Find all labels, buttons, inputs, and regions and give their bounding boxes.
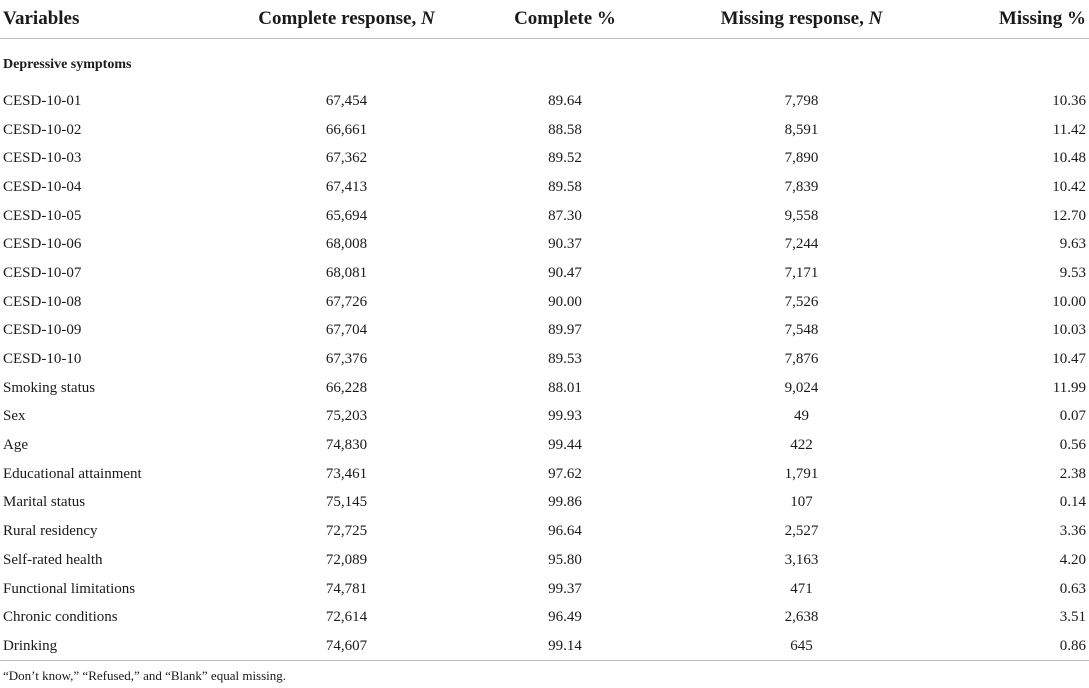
cell-missing-pct: 9.63 bbox=[1059, 236, 1086, 253]
cell-complete-n: 66,661 bbox=[325, 121, 368, 138]
cell-missing-pct: 11.99 bbox=[1052, 379, 1086, 396]
cell-complete-n: 66,228 bbox=[325, 379, 368, 396]
cell-complete-n: 67,376 bbox=[325, 351, 368, 368]
section-row bbox=[0, 39, 1089, 88]
cell-complete-n: 65,694 bbox=[325, 207, 368, 224]
cell-variable: Functional limitations bbox=[3, 580, 136, 597]
cell-missing-pct: 0.56 bbox=[1059, 437, 1086, 454]
cell-missing-n: 9,024 bbox=[784, 379, 819, 396]
table-row bbox=[0, 575, 1089, 604]
cell-missing-pct: 2.38 bbox=[1059, 465, 1086, 482]
header-complete-n-symbol: N bbox=[420, 8, 435, 29]
cell-missing-n: 1,791 bbox=[784, 465, 819, 482]
cell-missing-pct: 10.00 bbox=[1052, 293, 1086, 310]
cell-complete-n: 68,081 bbox=[325, 264, 368, 281]
cell-variable: Self-rated health bbox=[3, 551, 103, 568]
cell-variable: CESD-10-02 bbox=[3, 121, 82, 138]
cell-complete-n: 74,607 bbox=[325, 637, 368, 654]
table-row bbox=[0, 144, 1089, 173]
cell-missing-n: 7,244 bbox=[784, 236, 819, 253]
header-missing-n bbox=[667, 0, 936, 39]
table-row bbox=[0, 403, 1089, 432]
cell-missing-pct: 10.36 bbox=[1052, 92, 1086, 109]
cell-complete-pct: 90.47 bbox=[548, 264, 582, 281]
cell-missing-pct: 10.03 bbox=[1052, 322, 1086, 339]
cell-complete-n: 67,413 bbox=[325, 178, 368, 195]
cell-missing-pct: 0.14 bbox=[1059, 494, 1086, 511]
cell-complete-n: 75,145 bbox=[325, 494, 368, 511]
table-row bbox=[0, 317, 1089, 346]
table-row bbox=[0, 517, 1089, 546]
cell-missing-pct: 10.48 bbox=[1052, 150, 1086, 167]
table-row bbox=[0, 345, 1089, 374]
cell-variable: CESD-10-05 bbox=[3, 207, 82, 224]
cell-missing-pct: 0.63 bbox=[1059, 580, 1086, 597]
cell-complete-pct: 89.53 bbox=[548, 351, 582, 368]
cell-missing-pct: 9.53 bbox=[1059, 264, 1086, 281]
cell-missing-n: 107 bbox=[790, 494, 813, 511]
cell-complete-pct: 95.80 bbox=[548, 551, 582, 568]
cell-complete-pct: 89.64 bbox=[548, 92, 582, 109]
cell-variable: CESD-10-09 bbox=[3, 322, 82, 339]
cell-complete-n: 72,614 bbox=[325, 609, 368, 626]
cell-complete-pct: 87.30 bbox=[548, 207, 582, 224]
table-header bbox=[0, 0, 1089, 39]
cell-complete-n: 75,203 bbox=[325, 408, 368, 425]
table-row bbox=[0, 489, 1089, 518]
cell-missing-n: 2,527 bbox=[784, 523, 819, 540]
header-complete-n bbox=[230, 0, 463, 39]
cell-missing-n: 49 bbox=[794, 408, 809, 425]
cell-complete-pct: 88.01 bbox=[548, 379, 582, 396]
cell-variable: Marital status bbox=[3, 494, 86, 511]
table-row bbox=[0, 603, 1089, 632]
header-complete-n-text: Complete response, bbox=[258, 8, 421, 29]
cell-missing-n: 7,548 bbox=[784, 322, 819, 339]
table-row bbox=[0, 116, 1089, 145]
cell-complete-n: 67,454 bbox=[325, 92, 368, 109]
cell-missing-pct: 3.51 bbox=[1059, 609, 1086, 626]
cell-missing-n: 2,638 bbox=[784, 609, 819, 626]
table-row bbox=[0, 460, 1089, 489]
table-body bbox=[0, 39, 1089, 661]
cell-complete-pct: 99.37 bbox=[548, 580, 582, 597]
cell-complete-n: 73,461 bbox=[325, 465, 368, 482]
header-missing-pct: Missing % bbox=[936, 0, 1089, 39]
cell-complete-pct: 89.97 bbox=[548, 322, 582, 339]
cell-variable: Drinking bbox=[3, 637, 58, 654]
cell-missing-pct: 0.86 bbox=[1059, 637, 1086, 654]
table-row bbox=[0, 431, 1089, 460]
cell-variable: CESD-10-03 bbox=[3, 150, 82, 167]
cell-variable: CESD-10-01 bbox=[3, 92, 82, 109]
cell-missing-pct: 11.42 bbox=[1052, 121, 1086, 138]
header-variables: Variables bbox=[0, 0, 230, 39]
cell-variable: Rural residency bbox=[3, 523, 98, 540]
cell-complete-pct: 96.49 bbox=[548, 609, 582, 626]
cell-missing-n: 7,171 bbox=[784, 264, 819, 281]
cell-complete-pct: 99.44 bbox=[548, 437, 582, 454]
cell-complete-pct: 90.00 bbox=[548, 293, 582, 310]
cell-variable: CESD-10-04 bbox=[3, 178, 82, 195]
cell-complete-pct: 96.64 bbox=[548, 523, 582, 540]
cell-complete-n: 67,704 bbox=[325, 322, 368, 339]
table-row bbox=[0, 230, 1089, 259]
cell-missing-n: 9,558 bbox=[784, 207, 819, 224]
cell-variable: Chronic conditions bbox=[3, 609, 118, 626]
cell-missing-pct: 10.42 bbox=[1052, 178, 1086, 195]
cell-variable: Educational attainment bbox=[3, 465, 142, 482]
cell-missing-pct: 3.36 bbox=[1059, 523, 1086, 540]
header-row bbox=[0, 0, 1089, 39]
cell-complete-n: 72,089 bbox=[325, 551, 368, 568]
cell-variable: CESD-10-10 bbox=[3, 351, 82, 368]
cell-variable: Age bbox=[3, 437, 28, 454]
cell-complete-n: 72,725 bbox=[325, 523, 368, 540]
cell-missing-n: 7,839 bbox=[784, 178, 819, 195]
cell-missing-n: 7,876 bbox=[784, 351, 819, 368]
cell-complete-pct: 99.86 bbox=[548, 494, 582, 511]
cell-complete-pct: 90.37 bbox=[548, 236, 582, 253]
cell-missing-n: 8,591 bbox=[784, 121, 819, 138]
header-missing-n-text: Missing response, bbox=[720, 8, 869, 29]
cell-missing-n: 645 bbox=[790, 637, 813, 654]
bottom-rule bbox=[0, 660, 1089, 661]
cell-variable: CESD-10-08 bbox=[3, 293, 82, 310]
table-row bbox=[0, 87, 1089, 116]
cell-missing-n: 7,798 bbox=[784, 92, 819, 109]
section-label: Depressive symptoms bbox=[3, 57, 132, 72]
cell-complete-n: 74,781 bbox=[325, 580, 368, 597]
header-complete-pct: Complete % bbox=[463, 0, 667, 39]
cell-missing-n: 7,526 bbox=[784, 293, 819, 310]
cell-variable: CESD-10-06 bbox=[3, 236, 82, 253]
cell-variable: CESD-10-07 bbox=[3, 264, 82, 281]
cell-complete-n: 67,362 bbox=[325, 150, 368, 167]
table-row bbox=[0, 374, 1089, 403]
cell-missing-pct: 12.70 bbox=[1052, 207, 1086, 224]
cell-missing-n: 7,890 bbox=[784, 150, 819, 167]
header-missing-n-symbol: N bbox=[868, 8, 883, 29]
cell-missing-pct: 0.07 bbox=[1059, 408, 1086, 425]
table-footnote: “Don’t know,” “Refused,” and “Blank” equal missing. bbox=[3, 668, 287, 683]
cell-complete-n: 67,726 bbox=[325, 293, 368, 310]
cell-variable: Smoking status bbox=[3, 379, 96, 396]
cell-complete-pct: 99.93 bbox=[548, 408, 582, 425]
table-row bbox=[0, 288, 1089, 317]
cell-complete-n: 74,830 bbox=[325, 437, 368, 454]
cell-missing-pct: 10.47 bbox=[1052, 351, 1086, 368]
cell-complete-pct: 88.58 bbox=[548, 121, 582, 138]
table-row bbox=[0, 259, 1089, 288]
cell-missing-n: 422 bbox=[790, 437, 813, 454]
table-row bbox=[0, 173, 1089, 202]
cell-complete-pct: 89.52 bbox=[548, 150, 582, 167]
cell-missing-pct: 4.20 bbox=[1059, 551, 1086, 568]
cell-missing-n: 471 bbox=[790, 580, 813, 597]
cell-complete-pct: 99.14 bbox=[548, 637, 582, 654]
cell-missing-n: 3,163 bbox=[784, 551, 819, 568]
table-row bbox=[0, 202, 1089, 231]
cell-complete-pct: 89.58 bbox=[548, 178, 582, 195]
cell-variable: Sex bbox=[3, 408, 26, 425]
cell-complete-n: 68,008 bbox=[325, 236, 368, 253]
table-row bbox=[0, 546, 1089, 575]
table-row bbox=[0, 632, 1089, 661]
cell-complete-pct: 97.62 bbox=[548, 465, 582, 482]
